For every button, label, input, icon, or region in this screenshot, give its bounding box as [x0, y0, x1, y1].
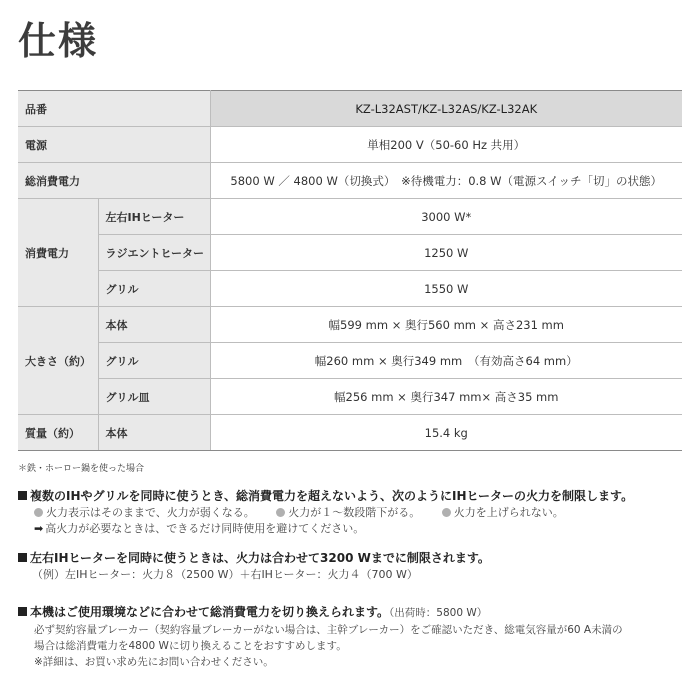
power-source-value: 単相200 V（50-60 Hz 共用）	[210, 127, 682, 163]
section1-bullet-3: 火力を上げられない。	[453, 506, 564, 519]
table-row	[18, 307, 682, 343]
total-power-value: 5800 W ／ 4800 W（切換式） ※待機電力：0.8 W（電源スイッチ「切」の状態）	[210, 163, 682, 199]
mass-label: 質量（約）	[18, 415, 98, 451]
square-bullet-icon	[18, 491, 27, 500]
section3-head: 本機はご使用環境などに合わせて総消費電力を切り換えられます。	[30, 605, 390, 619]
section1-head: 複数のIHやグリルを同時に使うとき、総消費電力を超えないよう、次のようにIHヒーターの火力を制限します。	[30, 489, 634, 503]
spec-table	[18, 90, 682, 451]
consumption-grill-value: 1550 W	[210, 271, 682, 307]
section1-bullet-1: 火力表示はそのままで、火力が弱くなる。	[46, 506, 255, 519]
consumption-grill-label: グリル	[98, 271, 210, 307]
size-body-label: 本体	[98, 307, 210, 343]
square-bullet-icon	[18, 553, 27, 562]
section-switch-power	[18, 604, 688, 670]
model-value: KZ-L32AST/KZ-L32AS/KZ-L32AK	[210, 91, 682, 127]
table-row	[18, 271, 682, 307]
power-source-label: 電源	[18, 127, 210, 163]
consumption-label: 消費電力	[18, 199, 98, 307]
size-grill-value: 幅260 mm × 奥行349 mm （有効高さ64 mm）	[210, 343, 682, 379]
consumption-ih-value: 3000 W*	[210, 199, 682, 235]
section3-line1: 必ず契約容量ブレーカー（契約容量ブレーカーがない場合は、主幹ブレーカー）をご確認いただき、総電気容量が60 A未満の	[34, 624, 623, 636]
mass-value: 15.4 kg	[210, 415, 682, 451]
arrow-right-icon: ➡	[34, 522, 44, 535]
section1-bullet-2: 火力が１～数段階下がる。	[288, 506, 421, 519]
consumption-ih-label: 左右IHヒーター	[98, 199, 210, 235]
table-row	[18, 127, 682, 163]
size-label: 大きさ（約）	[18, 307, 98, 415]
table-row	[18, 91, 682, 127]
size-grill-dish-label: グリル皿	[98, 379, 210, 415]
circle-bullet-icon	[34, 508, 43, 517]
table-row	[18, 415, 682, 451]
square-bullet-icon	[18, 607, 27, 616]
table-row	[18, 379, 682, 415]
page-title: 仕様	[18, 19, 99, 63]
table-row	[18, 235, 682, 271]
total-power-label: 総消費電力	[18, 163, 210, 199]
consumption-radiant-value: 1250 W	[210, 235, 682, 271]
section3-head-small: （出荷時：5800 W）	[389, 607, 488, 619]
circle-bullet-icon	[442, 508, 451, 517]
size-body-value: 幅599 mm × 奥行560 mm × 高さ231 mm	[210, 307, 682, 343]
table-row	[18, 199, 682, 235]
section1-arrow-text: 高火力が必要なときは、できるだけ同時使用を避けてください。	[45, 522, 365, 535]
size-grill-label: グリル	[98, 343, 210, 379]
table-row	[18, 163, 682, 199]
consumption-radiant-label: ラジエントヒーター	[98, 235, 210, 271]
circle-bullet-icon	[276, 508, 285, 517]
section-power-limit	[18, 488, 688, 537]
section-dual-ih	[18, 550, 688, 583]
section2-example: （例）左IHヒーター：火力８（2500 W）＋右IHヒーター：火力４（700 W）	[32, 568, 418, 581]
section2-head: 左右IHヒーターを同時に使うときは、火力は合わせて3200 Wまでに制限されます。	[30, 551, 490, 565]
footnote: ＊鉄・ホーロー鍋を使った場合	[18, 464, 145, 474]
mass-sub-label: 本体	[98, 415, 210, 451]
section3-line2: 場合は総消費電力を4800 Wに切り換えることをおすすめします。	[34, 640, 347, 652]
size-grill-dish-value: 幅256 mm × 奥行347 mm× 高さ35 mm	[210, 379, 682, 415]
table-row	[18, 343, 682, 379]
section3-line3: ※詳細は、お買い求め先にお問い合わせください。	[34, 656, 274, 668]
model-label: 品番	[18, 91, 210, 127]
